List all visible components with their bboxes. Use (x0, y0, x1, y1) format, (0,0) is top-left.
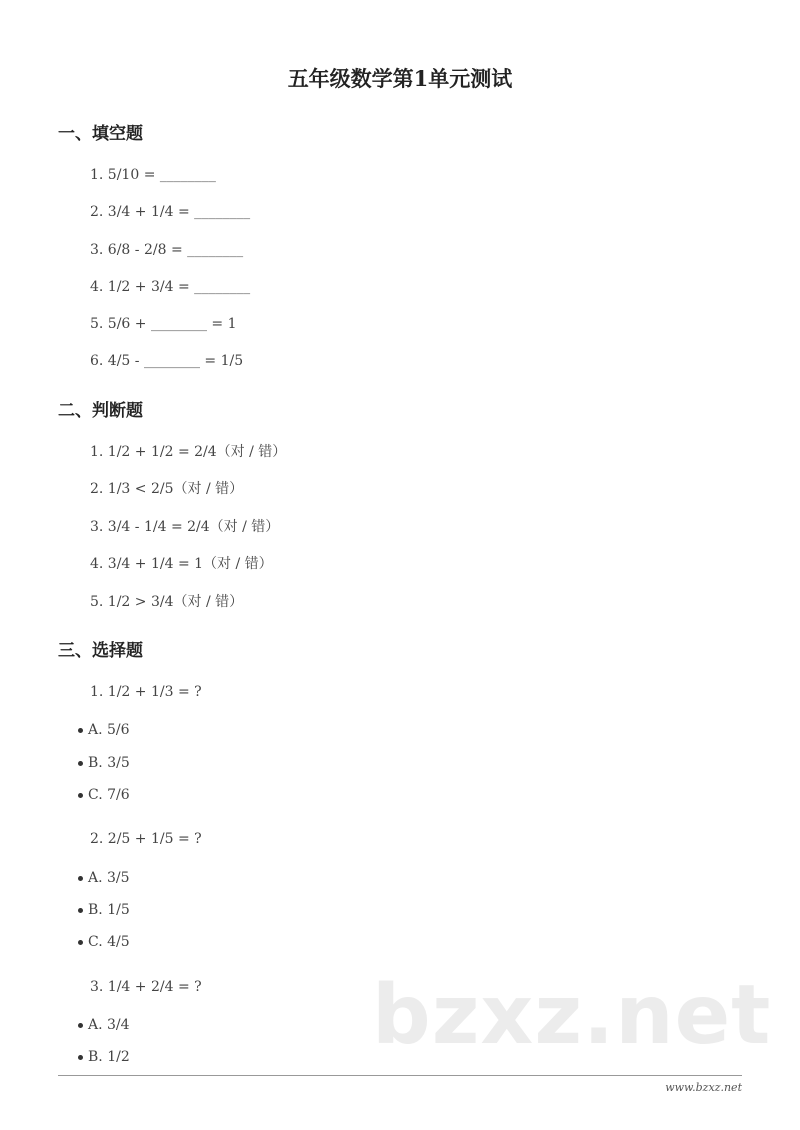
bullet-icon (78, 876, 83, 881)
question-item: 3. 6/8 - 2/8 = ________ (90, 242, 244, 258)
option-label: C. 4/5 (88, 934, 130, 950)
question-item: 1. 1/2 + 1/2 = 2/4（对 / 错） (90, 444, 287, 460)
section-heading-multiple-choice: 三、选择题 (58, 641, 143, 661)
question-item: 4. 1/2 + 3/4 = ________ (90, 279, 251, 295)
watermark: bzxz.net (372, 968, 772, 1063)
question-item: 2. 2/5 + 1/5 = ? (90, 831, 202, 847)
bullet-icon (78, 793, 83, 798)
footer-divider (58, 1075, 742, 1076)
option-label: A. 3/5 (88, 870, 130, 886)
bullet-icon (78, 1055, 83, 1060)
option-item (78, 1050, 130, 1064)
bullet-icon (78, 728, 83, 733)
section-heading-fill-in: 一、填空题 (58, 124, 143, 144)
question-item: 4. 3/4 + 1/4 = 1（对 / 错） (90, 556, 273, 572)
option-item (78, 903, 130, 917)
option-label: C. 7/6 (88, 787, 130, 803)
question-item: 5. 1/2 > 3/4（对 / 错） (90, 594, 244, 610)
bullet-icon (78, 940, 83, 945)
bullet-icon (78, 761, 83, 766)
option-label: B. 3/5 (88, 755, 130, 771)
question-item: 6. 4/5 - ________ = 1/5 (90, 353, 244, 369)
option-item (78, 723, 130, 737)
option-label: A. 5/6 (88, 722, 130, 738)
section-heading-true-false: 二、判断题 (58, 401, 143, 421)
question-item: 1. 5/10 = ________ (90, 167, 216, 183)
question-item: 5. 5/6 + ________ = 1 (90, 316, 237, 332)
option-label: B. 1/5 (88, 902, 130, 918)
question-item: 2. 3/4 + 1/4 = ________ (90, 204, 251, 220)
question-item: 1. 1/2 + 1/3 = ? (90, 684, 202, 700)
option-item (78, 1018, 130, 1032)
footer-url: www.bzxz.net (665, 1081, 742, 1094)
option-item (78, 935, 130, 949)
question-item: 3. 3/4 - 1/4 = 2/4（对 / 错） (90, 519, 280, 535)
option-label: B. 1/2 (88, 1049, 130, 1065)
option-item (78, 871, 130, 885)
bullet-icon (78, 908, 83, 913)
option-label: A. 3/4 (88, 1017, 130, 1033)
bullet-icon (78, 1023, 83, 1028)
question-item: 3. 1/4 + 2/4 = ? (90, 979, 202, 995)
option-item (78, 756, 130, 770)
option-item (78, 788, 130, 802)
page-title: 五年级数学第1单元测试 (287, 66, 513, 91)
question-item: 2. 1/3 < 2/5（对 / 错） (90, 481, 244, 497)
